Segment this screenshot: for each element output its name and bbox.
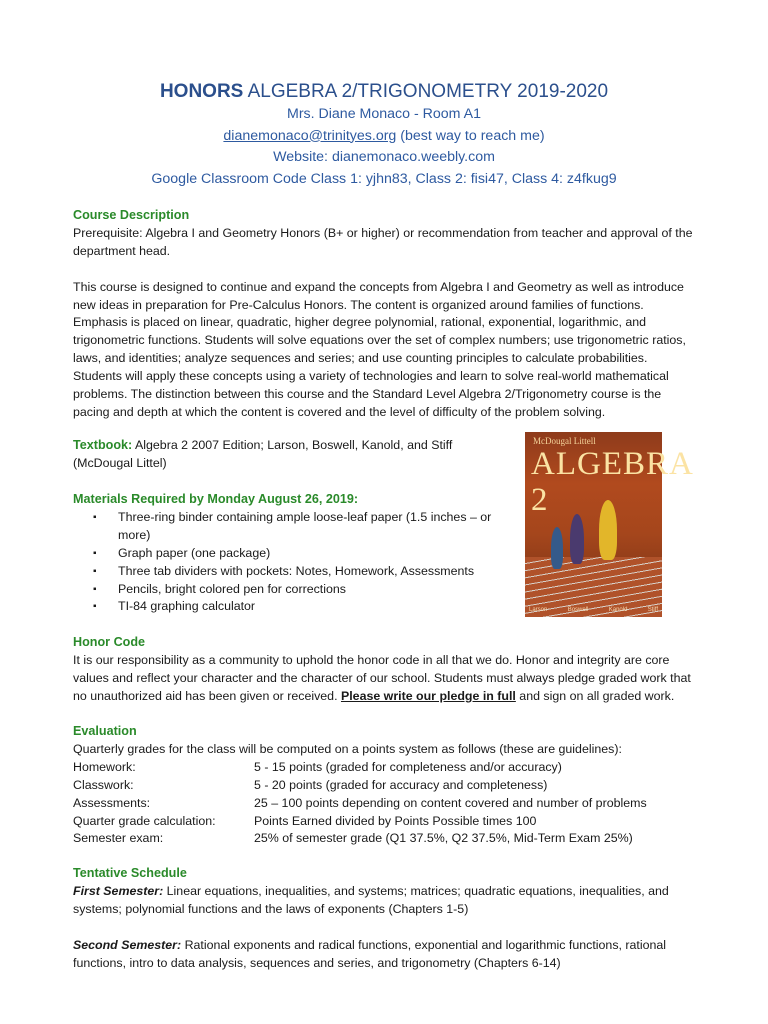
cover-authors: [529, 607, 658, 613]
eval-key: Classwork:: [73, 777, 134, 792]
honor-code-body: It is our responsibility as a community to uphold the honor code in all that we do. Honor and integrity are core values and reflect your character and the character of our school. Students must always pledge graded work that no unauthorized aid has been given or received.: [73, 652, 691, 703]
evaluation-section: [73, 723, 695, 848]
list-item: ▪ Graph paper (one package): [118, 545, 513, 563]
cover-runner: [570, 514, 584, 564]
title-course: ALGEBRA 2/TRIGONOMETRY 2019-2020: [243, 81, 609, 102]
website-line: Website: dianemonaco.weebly.com: [273, 149, 495, 165]
textbook-section: [73, 437, 513, 473]
materials-heading: Materials Required by Monday August 26, 2019:: [73, 492, 359, 506]
classroom-codes: Google Classroom Code Class 1: yjhn83, Class 2: fisi47, Class 4: z4fkug9: [151, 170, 617, 187]
pledge-emphasis: Please write our pledge in full: [340, 688, 516, 703]
email-link[interactable]: dianemonaco@trinityes.org: [223, 127, 397, 144]
first-semester: [73, 883, 695, 919]
prerequisite-text: Prerequisite: Algebra I and Geometry Honors (B+ or higher) or recommendation from teacher and approval of the department head.: [73, 225, 693, 258]
eval-key: Semester exam:: [73, 831, 164, 846]
cover-runner: [551, 527, 563, 569]
eval-value: Points Earned divided by Points Possible times 100: [254, 813, 537, 828]
eval-value: 25 – 100 points depending on content covered and number of problems: [254, 795, 647, 810]
honor-code-section: [73, 634, 695, 706]
textbook-line: [73, 437, 513, 455]
materials-section: [73, 491, 513, 616]
email-line: [0, 126, 768, 148]
list-item: ▪ Three tab dividers with pockets: Notes, Homework, Assessments: [118, 563, 513, 581]
list-item: ▪ TI-84 graphing calculator: [118, 598, 513, 616]
title-honors: HONORS: [159, 81, 244, 102]
evaluation-intro: Quarterly grades for the class will be computed on a points system as follows (these are guidelines):: [73, 741, 622, 756]
second-semester-label: Second Semester:: [73, 937, 182, 952]
second-semester-text: Rational exponents and radical functions, exponential and logarithmic functions, rational functions, intro to data analysis, sequences and series, and trigonometry (Chapters 6-14): [73, 937, 667, 970]
eval-key: Quarter grade calculation:: [73, 813, 216, 828]
course-description-section: [73, 207, 695, 422]
first-semester-text: Linear equations, inequalities, and systems; matrices; quadratic equations, inequalities, and systems; polynomial functions and the laws of exponents (Chapters 1-5): [73, 883, 669, 916]
honor-code-tail: and sign on all graded work.: [515, 688, 675, 703]
eval-value: 5 - 15 points (graded for completeness and/or accuracy): [254, 759, 562, 774]
eval-key: Assessments:: [73, 795, 151, 810]
textbook-label: Textbook:: [73, 438, 133, 452]
textbook-cover-image: [525, 432, 693, 617]
list-item: ▪ Three-ring binder containing ample loose-leaf paper (1.5 inches – or more): [118, 509, 513, 545]
course-description-heading: Course Description: [73, 208, 190, 222]
table-row: [73, 759, 695, 777]
table-row: [73, 813, 695, 831]
page-title: [0, 80, 768, 104]
cover-author: Stiff: [647, 607, 658, 613]
textbook-title: Algebra 2 2007 Edition; Larson, Boswell, Kanold, and Stiff: [132, 438, 453, 452]
honor-code-text: [73, 652, 695, 706]
evaluation-heading: Evaluation: [73, 724, 137, 738]
honor-code-heading: Honor Code: [73, 635, 146, 649]
eval-key: Homework:: [73, 759, 136, 774]
cover-author: Larson: [529, 607, 548, 613]
first-semester-label: First Semester:: [73, 883, 164, 898]
table-row: [73, 795, 695, 813]
cover-author: Boswell: [567, 607, 589, 613]
materials-list: [73, 509, 513, 616]
eval-value: 25% of semester grade (Q1 37.5%, Q2 37.5%, Mid-Term Exam 25%): [254, 831, 633, 846]
textbook-publisher: (McDougal Littel): [73, 455, 167, 470]
email-note: (best way to reach me): [396, 127, 545, 144]
list-item: ▪ Pencils, bright colored pen for corrections: [118, 581, 513, 599]
schedule-heading: Tentative Schedule: [73, 866, 187, 880]
cover-title: ALGEBRA 2: [531, 446, 693, 518]
cover-runner: [599, 500, 617, 560]
second-semester: [73, 937, 695, 973]
cover-author: Kanold: [608, 607, 628, 613]
document-header: [0, 80, 768, 190]
teacher-line: Mrs. Diane Monaco - Room A1: [287, 106, 481, 122]
course-description-body: This course is designed to continue and expand the concepts from Algebra I and Geometry as well as introduce new ideas in preparation for Pre-Calculus Honors. The content is organized around families of functions. Emphasis is placed on linear, quadratic, higher degree polynomial, rational, exponential, logarithmic, and trigonometric functions. Students will solve equations over the set of complex numbers; use trigonometric ratios, laws, and identities; analyze sequences and series; and use counting principles to calculate probabilities. Students will apply these concepts using a variety of technologies and learn to solve real-world mathematical problems. The distinction between this course and the Standard Level Algebra 2/Trigonometry course is the pacing and depth at which the content is covered and the level of difficulty of the problem solving.: [73, 279, 686, 419]
table-row: [73, 777, 695, 795]
table-row: [73, 830, 695, 848]
cover-publisher: McDougal Littell: [533, 436, 596, 446]
eval-value: 5 - 20 points (graded for accuracy and completeness): [254, 777, 548, 792]
schedule-section: [73, 865, 695, 972]
